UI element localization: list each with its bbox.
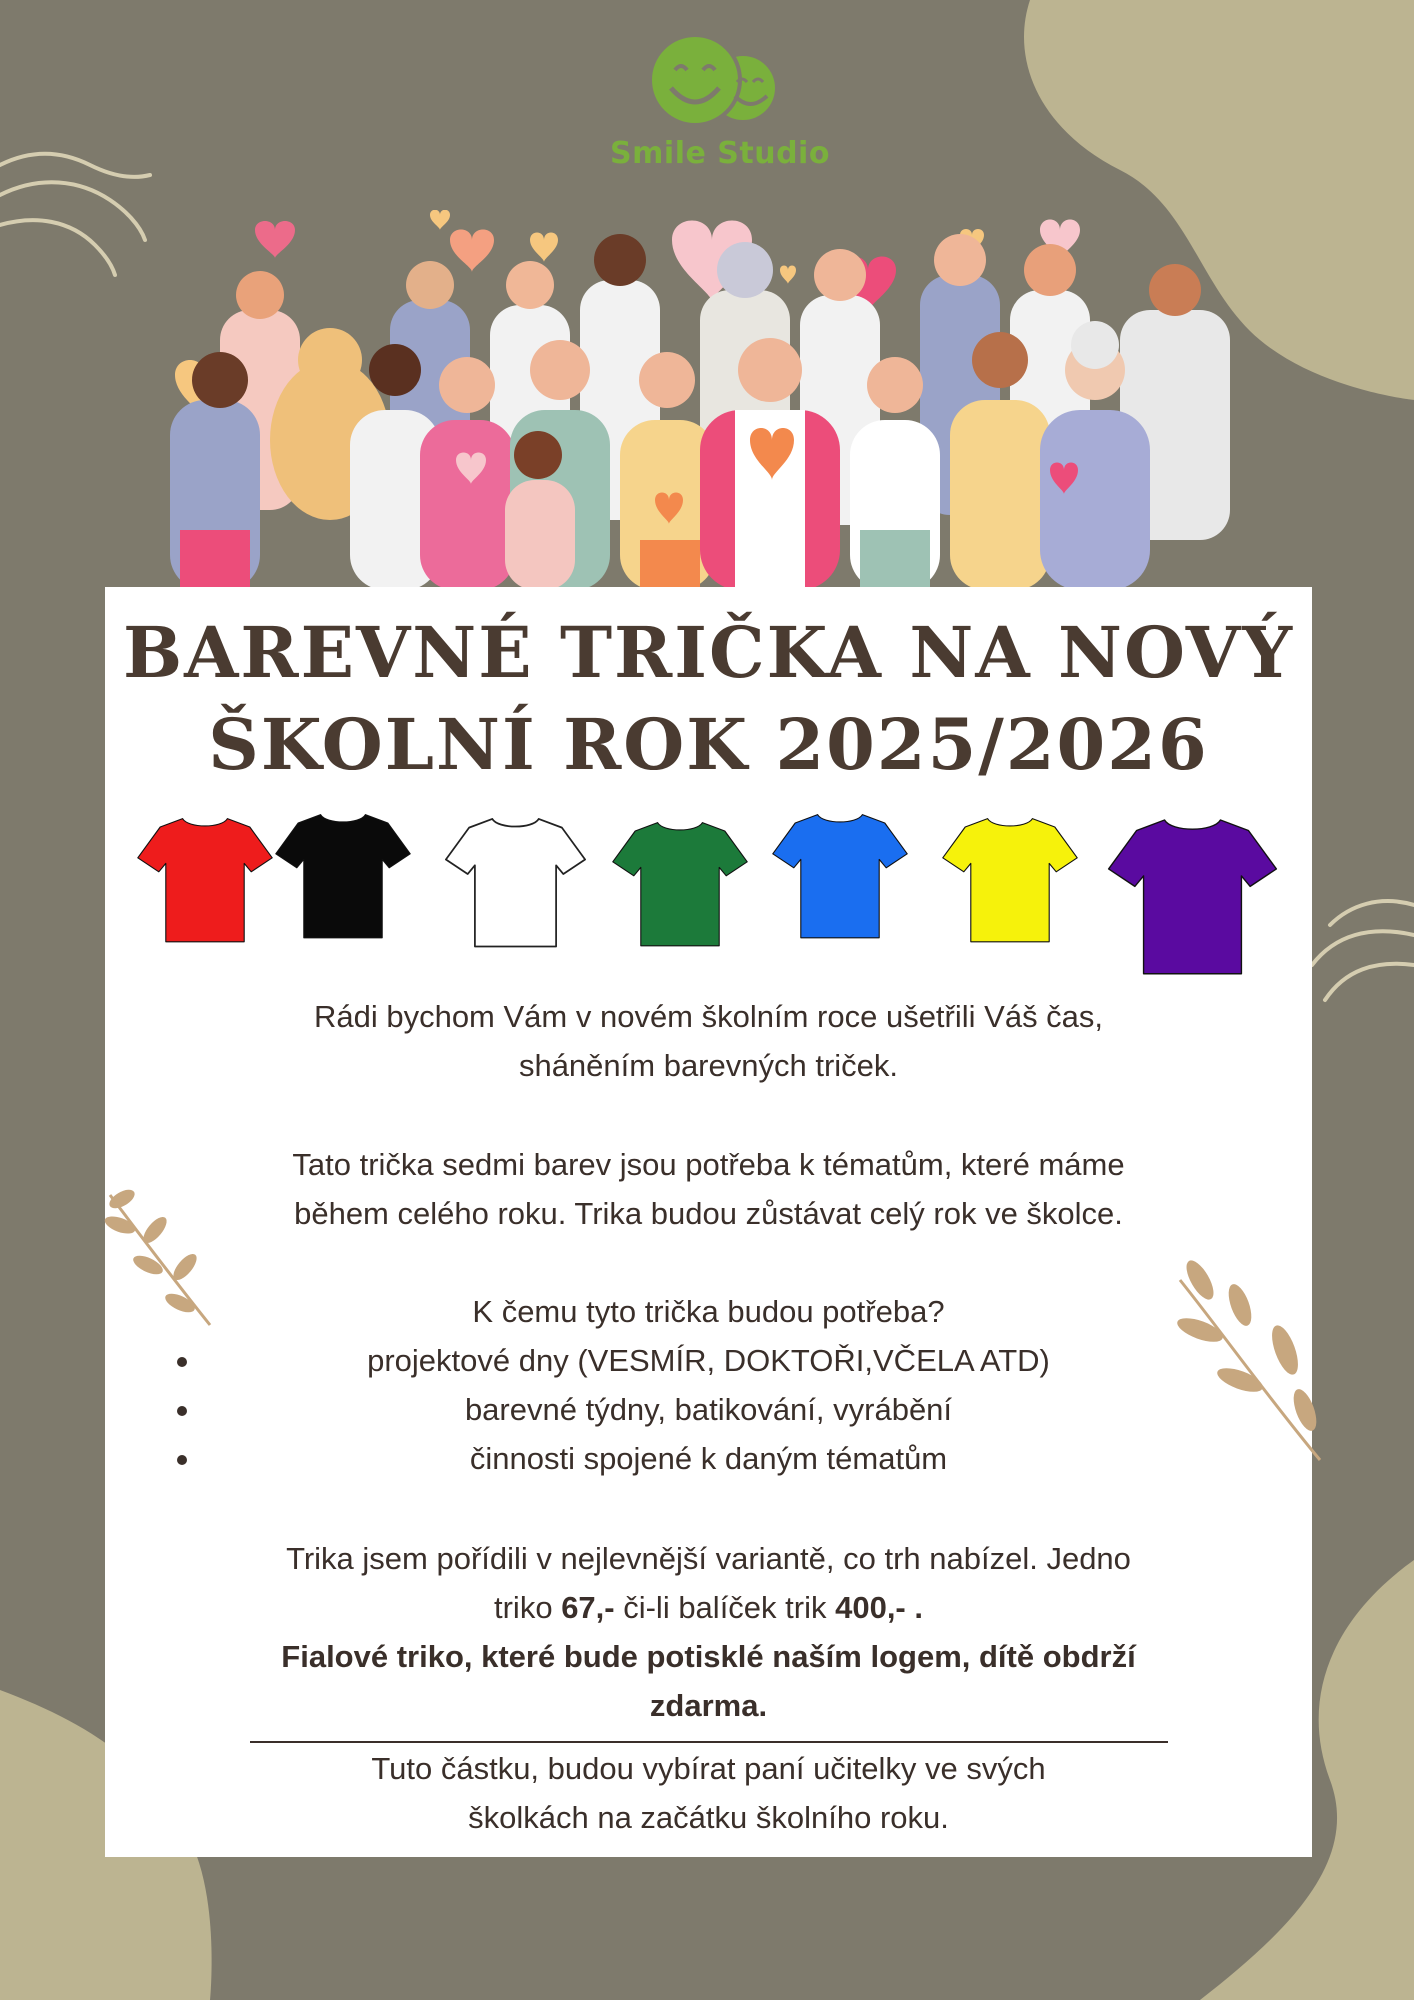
list-item-text: projektové dny (VESMÍR, DOKTOŘI,VČELA ATD) — [367, 1343, 1050, 1378]
collection-line-1: Tuto částku, budou vybírat paní učitelky ve svých — [371, 1751, 1046, 1786]
list-item — [105, 1385, 1312, 1434]
logo-text: Smile Studio — [610, 136, 830, 171]
leaf-branch-icon-left — [100, 1185, 220, 1335]
title-line-2: ŠKOLNÍ ROK 2025/2026 — [208, 703, 1209, 786]
tshirt-icon-green — [610, 817, 750, 950]
list-item — [105, 1434, 1312, 1483]
people-front-row — [170, 321, 1150, 590]
divider — [250, 1741, 1168, 1743]
list-item-text: barevné týdny, batikování, vyrábění — [464, 1392, 953, 1427]
pack-price: 400,- — [835, 1590, 906, 1625]
purpose-line-1: Tato trička sedmi barev jsou potřeba k tématům, které máme — [292, 1147, 1125, 1182]
list-item — [105, 1336, 1312, 1385]
tshirt-icon-black — [273, 809, 413, 942]
tshirt-icon-yellow — [940, 813, 1080, 946]
collection-line-2: školkách na začátku školního roku. — [468, 1800, 949, 1835]
intro-line-2: sháněním barevných triček. — [518, 1048, 899, 1083]
purpose-line-2: během celého roku. Trika budou zůstávat celý rok ve školce. — [294, 1196, 1123, 1231]
single-price: 67,- — [561, 1590, 615, 1625]
price-paragraph — [105, 1534, 1312, 1730]
bullet-icon — [177, 1357, 187, 1367]
tshirt-icon-purple — [1105, 813, 1280, 979]
leaf-branch-icon-right — [1160, 1260, 1325, 1470]
purpose-paragraph — [105, 1140, 1312, 1238]
collection-paragraph — [105, 1744, 1312, 1842]
wave-lines-right — [1312, 901, 1414, 1000]
logo — [600, 30, 840, 190]
intro-paragraph — [105, 992, 1312, 1090]
title-line-1: BAREVNÉ TRIČKA NA NOVÝ — [122, 611, 1295, 694]
tshirt-icon-blue — [770, 809, 910, 942]
price-text-prefix: triko — [494, 1590, 562, 1625]
intro-line-1: Rádi bychom Vám v novém školním roce ušetřili Váš čas, — [313, 999, 1104, 1034]
crowd-illustration — [160, 210, 1280, 590]
list-item-text: činnosti spojené k daným tématům — [469, 1441, 948, 1476]
free-note-line-2: zdarma. — [649, 1688, 768, 1723]
price-line-2 — [105, 1583, 1312, 1632]
tshirt-row — [105, 817, 1312, 987]
tshirt-icon-white — [443, 813, 588, 951]
usage-question: K čemu tyto trička budou potřeba? — [472, 1294, 945, 1329]
free-note-line-1: Fialové triko, které bude potisklé naším logem, dítě obdrží — [281, 1639, 1136, 1674]
price-text-middle: či-li balíček trik — [614, 1590, 836, 1625]
price-line-1: Trika jsem pořídili v nejlevnější variantě, co trh nabízel. Jedno — [286, 1541, 1131, 1576]
page-title — [105, 607, 1312, 791]
price-text-suffix: . — [905, 1590, 923, 1625]
usage-section — [105, 1287, 1312, 1483]
content-card — [105, 587, 1312, 1857]
bullet-icon — [177, 1406, 187, 1416]
tshirt-icon-red — [135, 813, 275, 946]
wave-lines-top-left — [0, 154, 150, 275]
smiley-faces-icon — [635, 30, 805, 130]
bullet-icon — [177, 1455, 187, 1465]
